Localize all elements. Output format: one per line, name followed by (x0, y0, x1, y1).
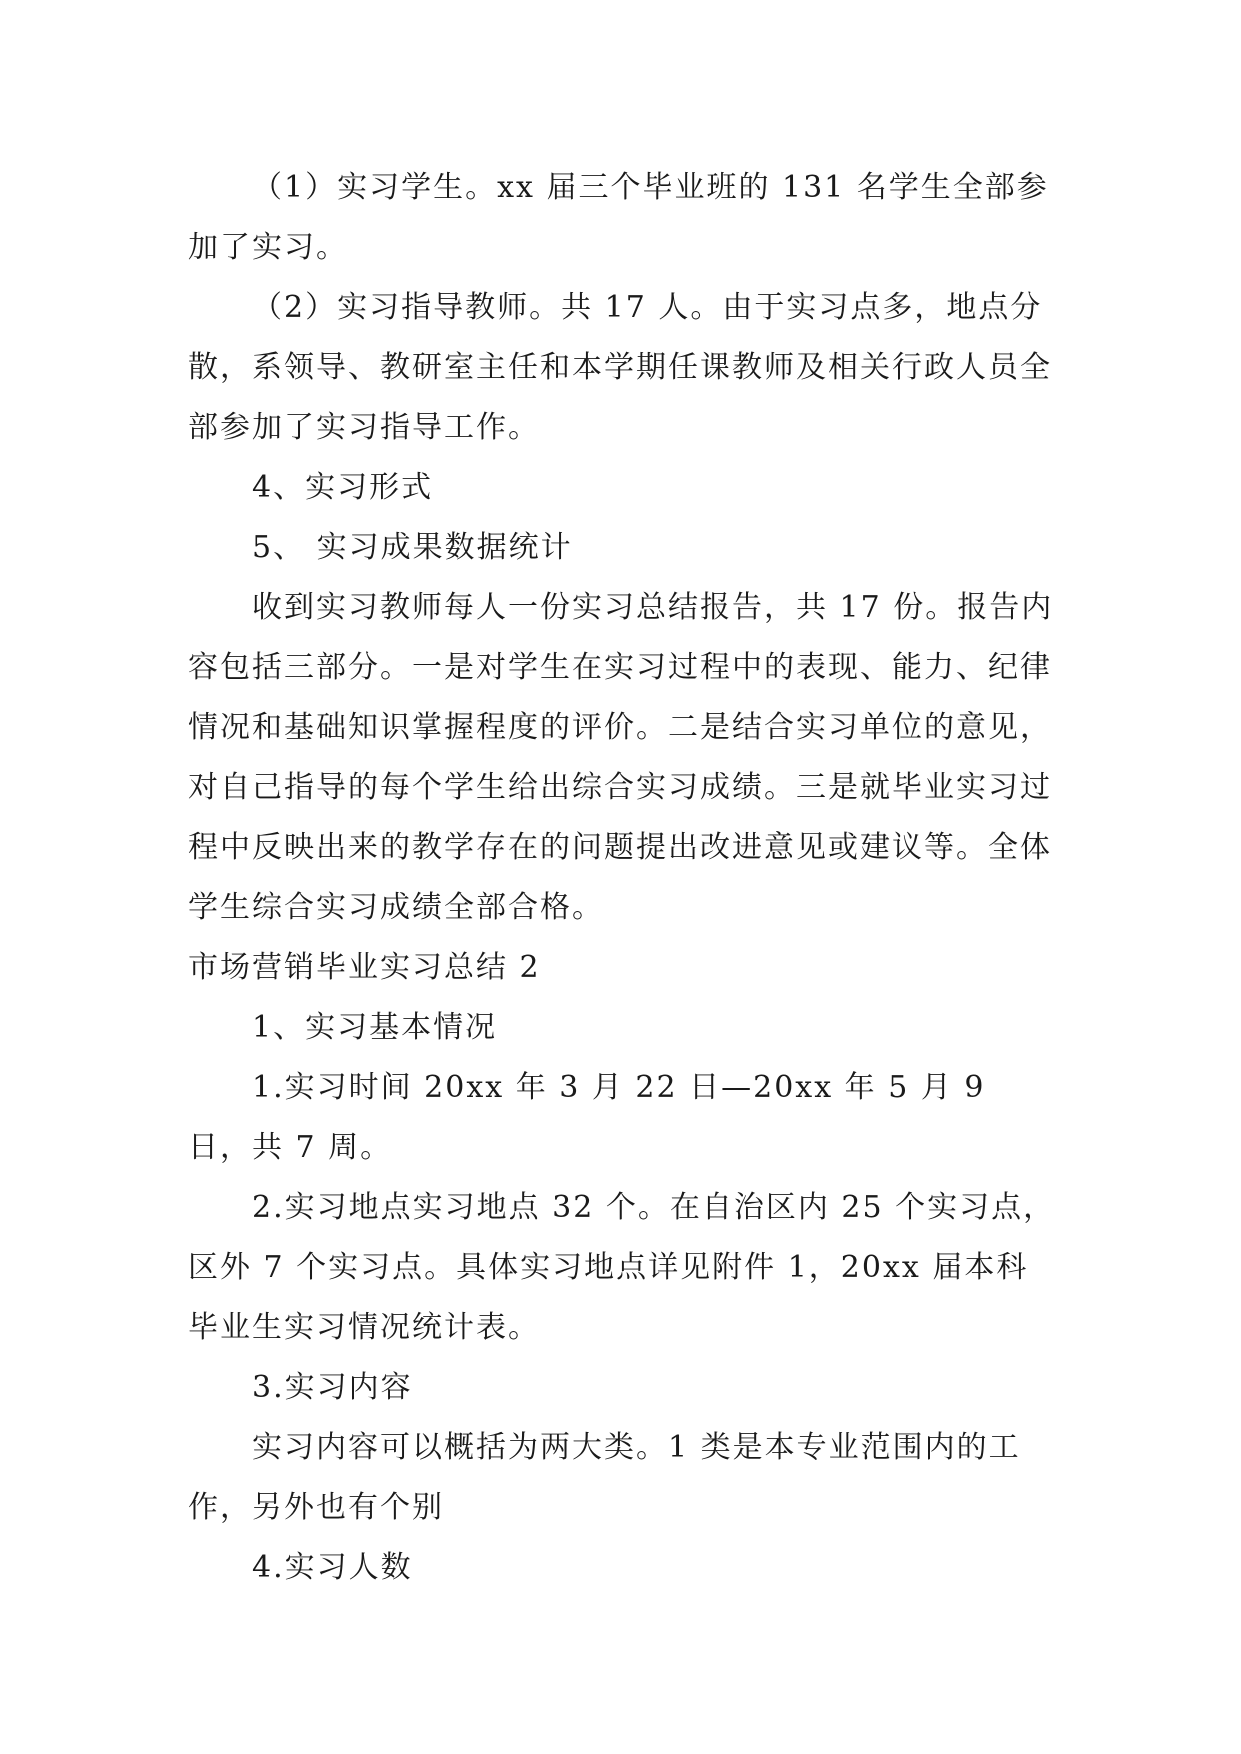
paragraph-interns: （1）实习学生。xx 届三个毕业班的 131 名学生全部参加了实习。 (188, 170, 1049, 265)
paragraph-results-heading: 5、 实习成果数据统计 (252, 530, 573, 565)
paragraph-content-heading: 3.实习内容 (252, 1370, 413, 1405)
paragraph-reports: 收到实习教师每人一份实习总结报告，共 17 份。报告内容包括三部分。一是对学生在实习过程中的表现、能力、纪律情况和基础知识掌握程度的评价。二是结合实习单位的意见，对自己指导的每个学生给出综合实习成绩。三是就毕业实习过程中反映出来的教学存在的问题提出改进意见或建议等。全体学生综合实习成绩全部合格。 (188, 590, 1054, 925)
paragraph-location: 2.实习地点实习地点 32 个。在自治区内 25 个实习点，区外 7 个实习点。具体实习地点详见附件 1，20xx 届本科毕业生实习情况统计表。 (188, 1190, 1056, 1345)
paragraph-time: 1.实习时间 20xx 年 3 月 22 日—20xx 年 5 月 9 日，共 7 周。 (188, 1070, 986, 1165)
paragraph-basic-heading: 1、实习基本情况 (252, 1010, 498, 1045)
document-body (188, 158, 1058, 1598)
paragraph-form-heading: 4、实习形式 (252, 470, 434, 505)
paragraph-count-heading: 4.实习人数 (252, 1550, 413, 1585)
section-title: 市场营销毕业实习总结 2 (188, 950, 541, 985)
paragraph-instructors: （2）实习指导教师。共 17 人。由于实习点多，地点分散，系领导、教研室主任和本学期任课教师及相关行政人员全部参加了实习指导工作。 (188, 290, 1052, 445)
paragraph-content: 实习内容可以概括为两大类。1 类是本专业范围内的工作，另外也有个别 (188, 1430, 1021, 1525)
